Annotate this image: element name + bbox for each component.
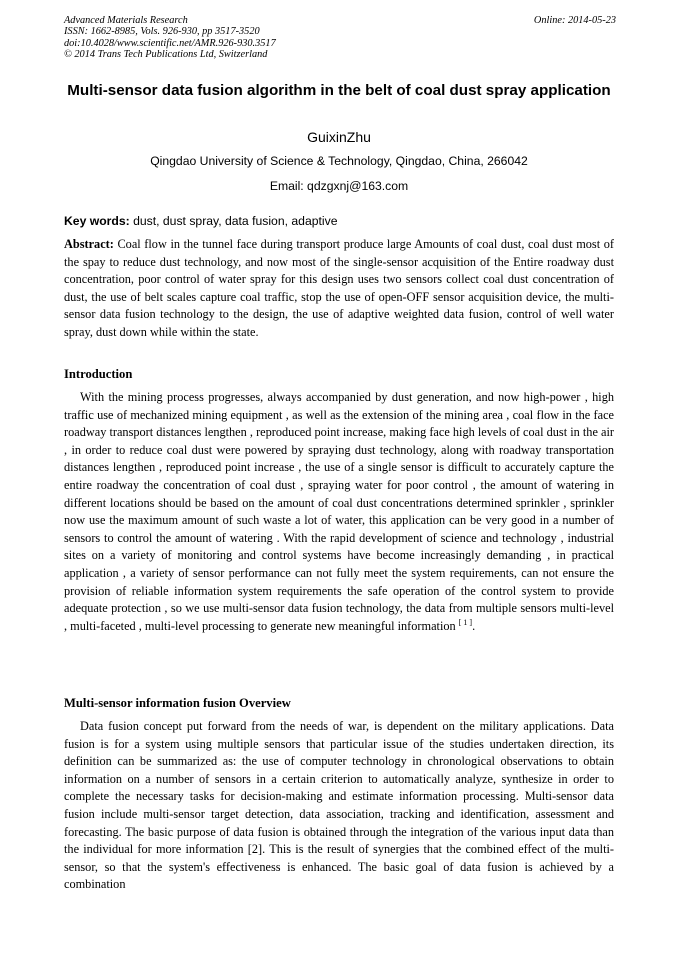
author-name: GuixinZhu (307, 129, 371, 145)
journal-header (64, 15, 616, 60)
online-date: Online: 2014-05-23 (533, 15, 616, 26)
keywords (64, 213, 614, 229)
abstract-label: Abstract: (64, 237, 114, 251)
keywords-label: Key words: (64, 214, 130, 228)
keywords-text: dust, dust spray, data fusion, adaptive (129, 214, 338, 228)
section-heading-fusion-overview: Multi-sensor information fusion Overview (64, 696, 291, 710)
author-affiliation: Qingdao University of Science & Technology, Qingdao, China, 266042 (150, 154, 528, 168)
introduction-end: . (472, 618, 476, 633)
issn-line: ISSN: 1662-8985, Vols. 926-930, pp 3517-3520 (64, 26, 260, 38)
doi-line: doi:10.4028/www.scientific.net/AMR.926-930.3517 (64, 37, 276, 49)
journal-name: Advanced Materials Research (64, 15, 188, 26)
abstract-text: Coal flow in the tunnel face during transport produce large Amounts of coal dust, coal dust most of the spay to reduce dust technology, and now most of the single-sensor acquisition of the Entire roadway dust concentration, poor control of water spray for this design uses two sensors collect coal dust concentration of dust, the use of belt scales capture coal traffic, stop the use of open-OFF sensor acquisition device, the multi-sensor data fusion technology to the design, the use of adaptive weighted data fusion, control of well water spray, dust down while within the state. (64, 237, 614, 339)
citation-ref: [ 1 ] (458, 617, 473, 627)
abstract (64, 236, 614, 342)
introduction-text: With the mining process progresses, always accompanied by dust generation, and now high-power , high traffic use of mechanized mining equipment , as well as the extension of the mining area , coal flow in the face roadway transport distances lengthen , reproduced point increase, making face high levels of coal dust in the air , in order to reduce coal dust were powered by spraying dust technology, along with roadway transportation distances lengthen , reproduced point increase , the use of a single sensor is difficult to accurately capture the entire roadway the concentration of coal dust , spraying water for poor control , the amount of watering in different locations should be based on the amount of coal dust concentrations determined sprinkler , sprinkler now use the maximum amount of such waste a lot of water, this application can be very good in a number of sensors to control the amount of watering . With the rapid development of science and technology , industrial sites on a variety of monitoring and control systems have become increasingly demanding , in practical application , a variety of sensor performance can not fully meet the system requirements, can not ensure the provision of reliable information system requirements the safe operation of the control system to provide adequate protection , so we use multi-sensor data fusion technology, the data from multiple sensors multi-level , multi-faceted , multi-level processing to generate new meaningful information (64, 390, 614, 633)
paper-title: Multi-sensor data fusion algorithm in the belt of coal dust spray application (67, 82, 611, 99)
fusion-overview-paragraph: Data fusion concept put forward from the needs of war, is dependent on the military applications. Data fusion is for a system using multiple sensors that particular issue of the studies undertaken direction, its definition can be summarized as: the use of computer technology in chronological observations to obtain information on a number of sensors in a certain criterion to automatically analyze, synthesize in order to complete the necessary tasks for decision-making and estimate information processing. Multi-sensor data fusion include multi-sensor target detection, data association, tracking and identification, assessment and forecasting. The basic purpose of data fusion is obtained through the integration of the various input data than the individual for more information [2]. This is the result of synergies that the combined effect of the multi-sensor, so that the system's effectiveness is enhanced. The basic goal of data fusion is achieved by a combination (64, 719, 614, 892)
section-heading-introduction: Introduction (64, 367, 133, 381)
author-email: Email: qdzgxnj@163.com (269, 179, 409, 193)
introduction-paragraph (64, 389, 614, 635)
copyright-line: © 2014 Trans Tech Publications Ltd, Switzerland (64, 48, 268, 60)
